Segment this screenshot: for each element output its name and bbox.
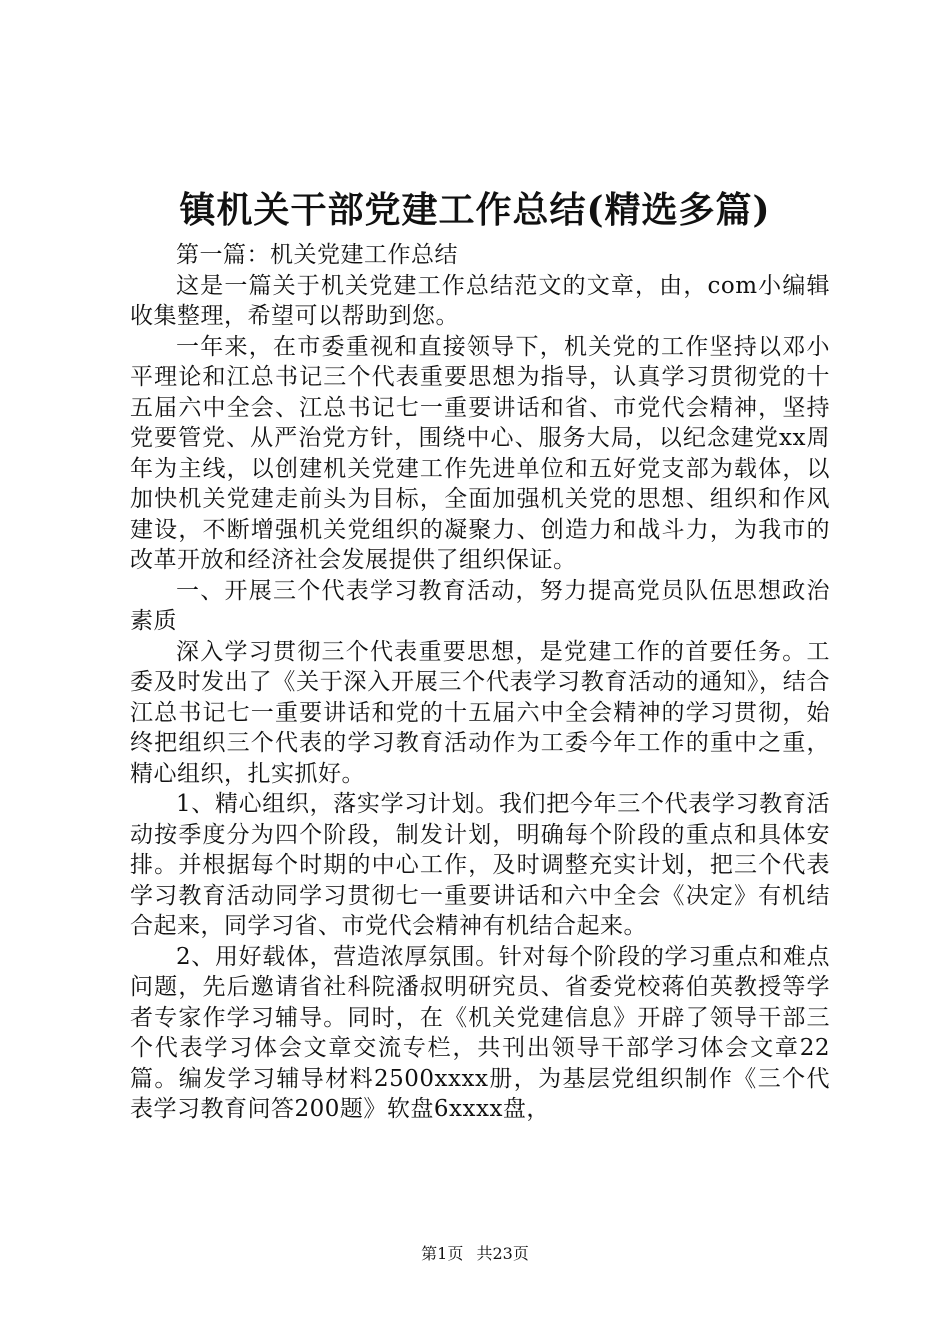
list-item-paragraph: 2、用好载体，营造浓厚氛围。针对每个阶段的学习重点和难点问题，先后邀请省社科院潘叔明研究员、省委党校蒋伯英教授等学者专家作学习辅导。同时，在《机关党建信息》开辟了领导干部三个代表学习体会文章交流专栏，共刊出领导干部学习体会文章22篇。编发学习辅导材料2500xxxx册，为基层党组织制作《三个代表学习教育问答200题》软盘6xxxx盘， (130, 943, 830, 1122)
page-total: 共23页 (476, 1244, 529, 1263)
body-paragraph: 一年来，在市委重视和直接领导下，机关党的工作坚持以邓小平理论和江总书记三个代表重要思想为指导，认真学习贯彻党的十五届六中全会、江总书记七一重要讲话和省、市党代会精神，坚持党要管党、从严治党方针，围绕中心、服务大局，以纪念建党xx周年为主线，以创建机关党建工作先进单位和五好党支部为载体，以加快机关党建走前头为目标，全面加强机关党的思想、组织和作风建设，不断增强机关党组织的凝聚力、创造力和战斗力，为我市的改革开放和经济社会发展提供了组织保证。 (130, 333, 830, 573)
page-footer (0, 1244, 950, 1264)
page-number: 第1页 (421, 1244, 464, 1263)
body-paragraph: 深入学习贯彻三个代表重要思想，是党建工作的首要任务。工委及时发出了《关于深入开展三个代表学习教育活动的通知》，结合江总书记七一重要讲话和党的十五届六中全会精神的学习贯彻，始终把组织三个代表的学习教育活动作为工委今年工作的重中之重，精心组织，扎实抓好。 (130, 638, 830, 787)
document-body (130, 240, 830, 1125)
document-title: 镇机关干部党建工作总结(精选多篇) (179, 189, 771, 231)
intro-paragraph: 这是一篇关于机关党建工作总结范文的文章，由，com小编辑收集整理，希望可以帮助到您。 (130, 272, 830, 329)
list-item-paragraph: 1、精心组织，落实学习计划。我们把今年三个代表学习教育活动按季度分为四个阶段，制发计划，明确每个阶段的重点和具体安排。并根据每个时期的中心工作，及时调整充实计划，把三个代表学习教育活动同学习贯彻七一重要讲话和六中全会《决定》有机结合起来，同学习省、市党代会精神有机结合起来。 (130, 791, 830, 939)
section-heading: 第一篇：机关党建工作总结 (176, 242, 458, 268)
subsection-heading: 一、开展三个代表学习教育活动，努力提高党员队伍思想政治素质 (130, 577, 830, 634)
